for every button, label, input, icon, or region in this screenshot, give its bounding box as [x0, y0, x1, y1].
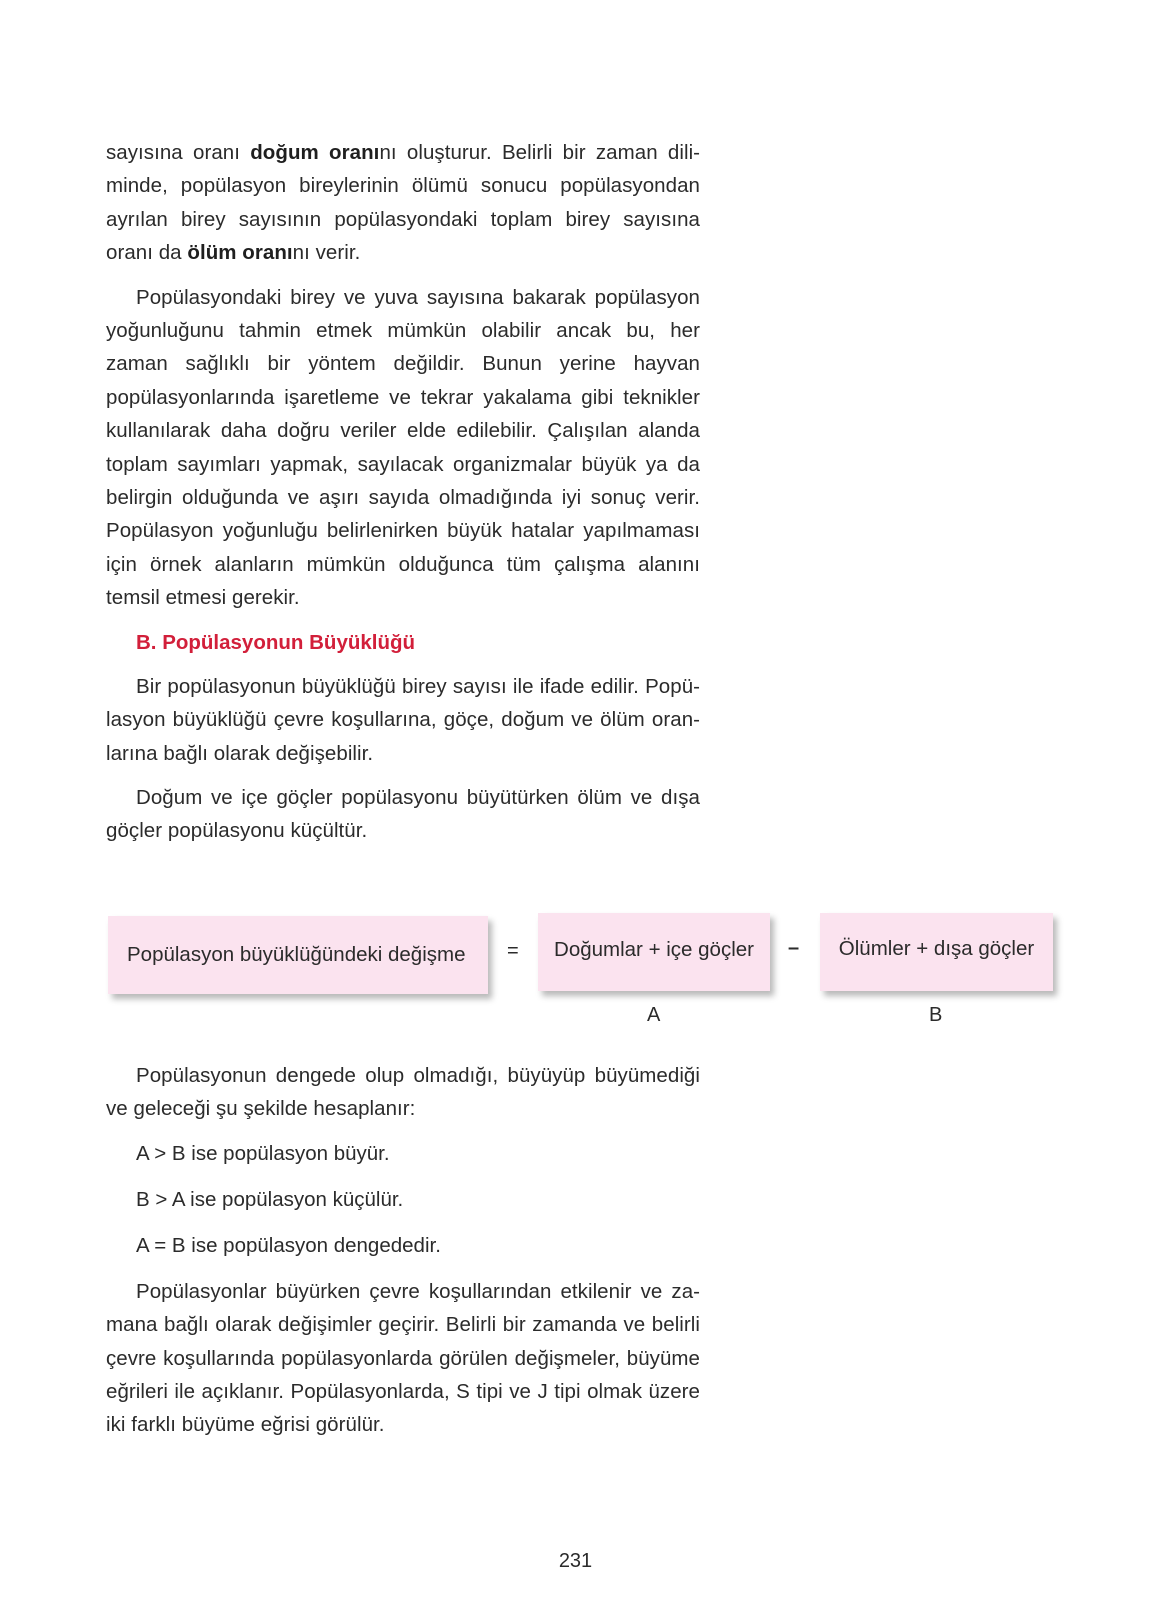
paragraph-birth-death-rate: [106, 136, 700, 270]
paragraph-size: Bir popülasyonun büyüklüğü birey sayısı ile ifade edilir. Popülasyon büyüklüğü çevre koşullarına, göçe, doğum ve ölüm oranlarına bağlı olarak değişebilir.: [106, 674, 700, 765]
text-block-lower: [106, 1059, 700, 1453]
formula-box-births-immigration: [538, 913, 770, 991]
paragraph-growth-curves: Popülasyonlar büyürken çevre koşullarından etkilenir ve zamana bağlı olarak değişimler geçirir. Belirli bir zamanda ve belirli çevre koşullarında popülasyonlarda görülen değişmeler, büyüme eğrileri ile açıklanır. Popülasyonlarda, S tipi ve J tipi olmak üzere iki farklı büyüme eğrisi görülür.: [106, 1279, 700, 1437]
paragraph-density: Popülasyondaki birey ve yuva sayısına bakarak popülasyon yoğunluğunu tahmin etmek mümkün olabilir ancak bu, her zaman sağlıklı bir yöntem değildir. Bunun yerine hayvan popülasyonlarında işaretleme ve tekrar yakalama gibi teknikler kullanılarak daha doğru veriler elde edilebilir. Çalışılan alanda toplam sayımları yapmak, sayılacak organizmalar büyük ya da belirgin olduğunda ve aşırı sayıda olmadığında iyi sonuç verir. Popülasyon yoğunluğu belirlenirken büyük hatalar yapılmaması için örnek alanların mümkün olduğunca tüm çalışma alanını temsil etmesi gerekir.: [106, 285, 700, 610]
paragraph-text: nı verir.: [292, 241, 361, 265]
label-b: B: [929, 1004, 943, 1026]
paragraph-balance: Popülasyonun dengede olup olmadığı, büyüyüp büyümediği ve geleceği şu şekilde hesaplanır:: [106, 1064, 700, 1121]
bold-term-death-rate: ölüm oranı: [187, 241, 293, 265]
formula-box-label: Ölümler + dışa göçler: [838, 937, 1035, 960]
equals-sign: =: [507, 940, 519, 962]
condition-equilibrium: A = B ise popülasyon dengededir.: [136, 1233, 441, 1257]
formula-box-label: Doğumlar + içe göçler: [554, 938, 754, 961]
page-number: 231: [558, 1550, 593, 1572]
paragraph-text: sayısına oranı: [106, 141, 251, 164]
bold-term-birth-rate: doğum oranı: [250, 141, 380, 164]
formula-box-change: [108, 916, 488, 994]
text-block-upper: [106, 136, 700, 859]
condition-grow: A > B ise popülasyon büyür.: [136, 1141, 390, 1165]
minus-sign: –: [788, 937, 800, 959]
section-heading: B. Popülasyonun Büyüklüğü: [136, 630, 416, 654]
label-a: A: [647, 1004, 661, 1026]
paragraph-text: nı oluşturur. Belirli bir zaman diliminde, popülasyon bireylerinin ölümü sonucu popülasyondan ayrılan birey sayısının popülasyondaki toplam birey sayısına oranı da: [106, 141, 700, 265]
condition-shrink: B > A ise popülasyon küçülür.: [136, 1187, 404, 1211]
paragraph-growth: Doğum ve içe göçler popülasyonu büyütürken ölüm ve dışa göçler popülasyonu küçültür.: [106, 785, 700, 843]
formula-box-deaths-emigration: [820, 913, 1053, 991]
formula-box-label: Popülasyon büyüklüğündeki değişme: [127, 943, 466, 966]
